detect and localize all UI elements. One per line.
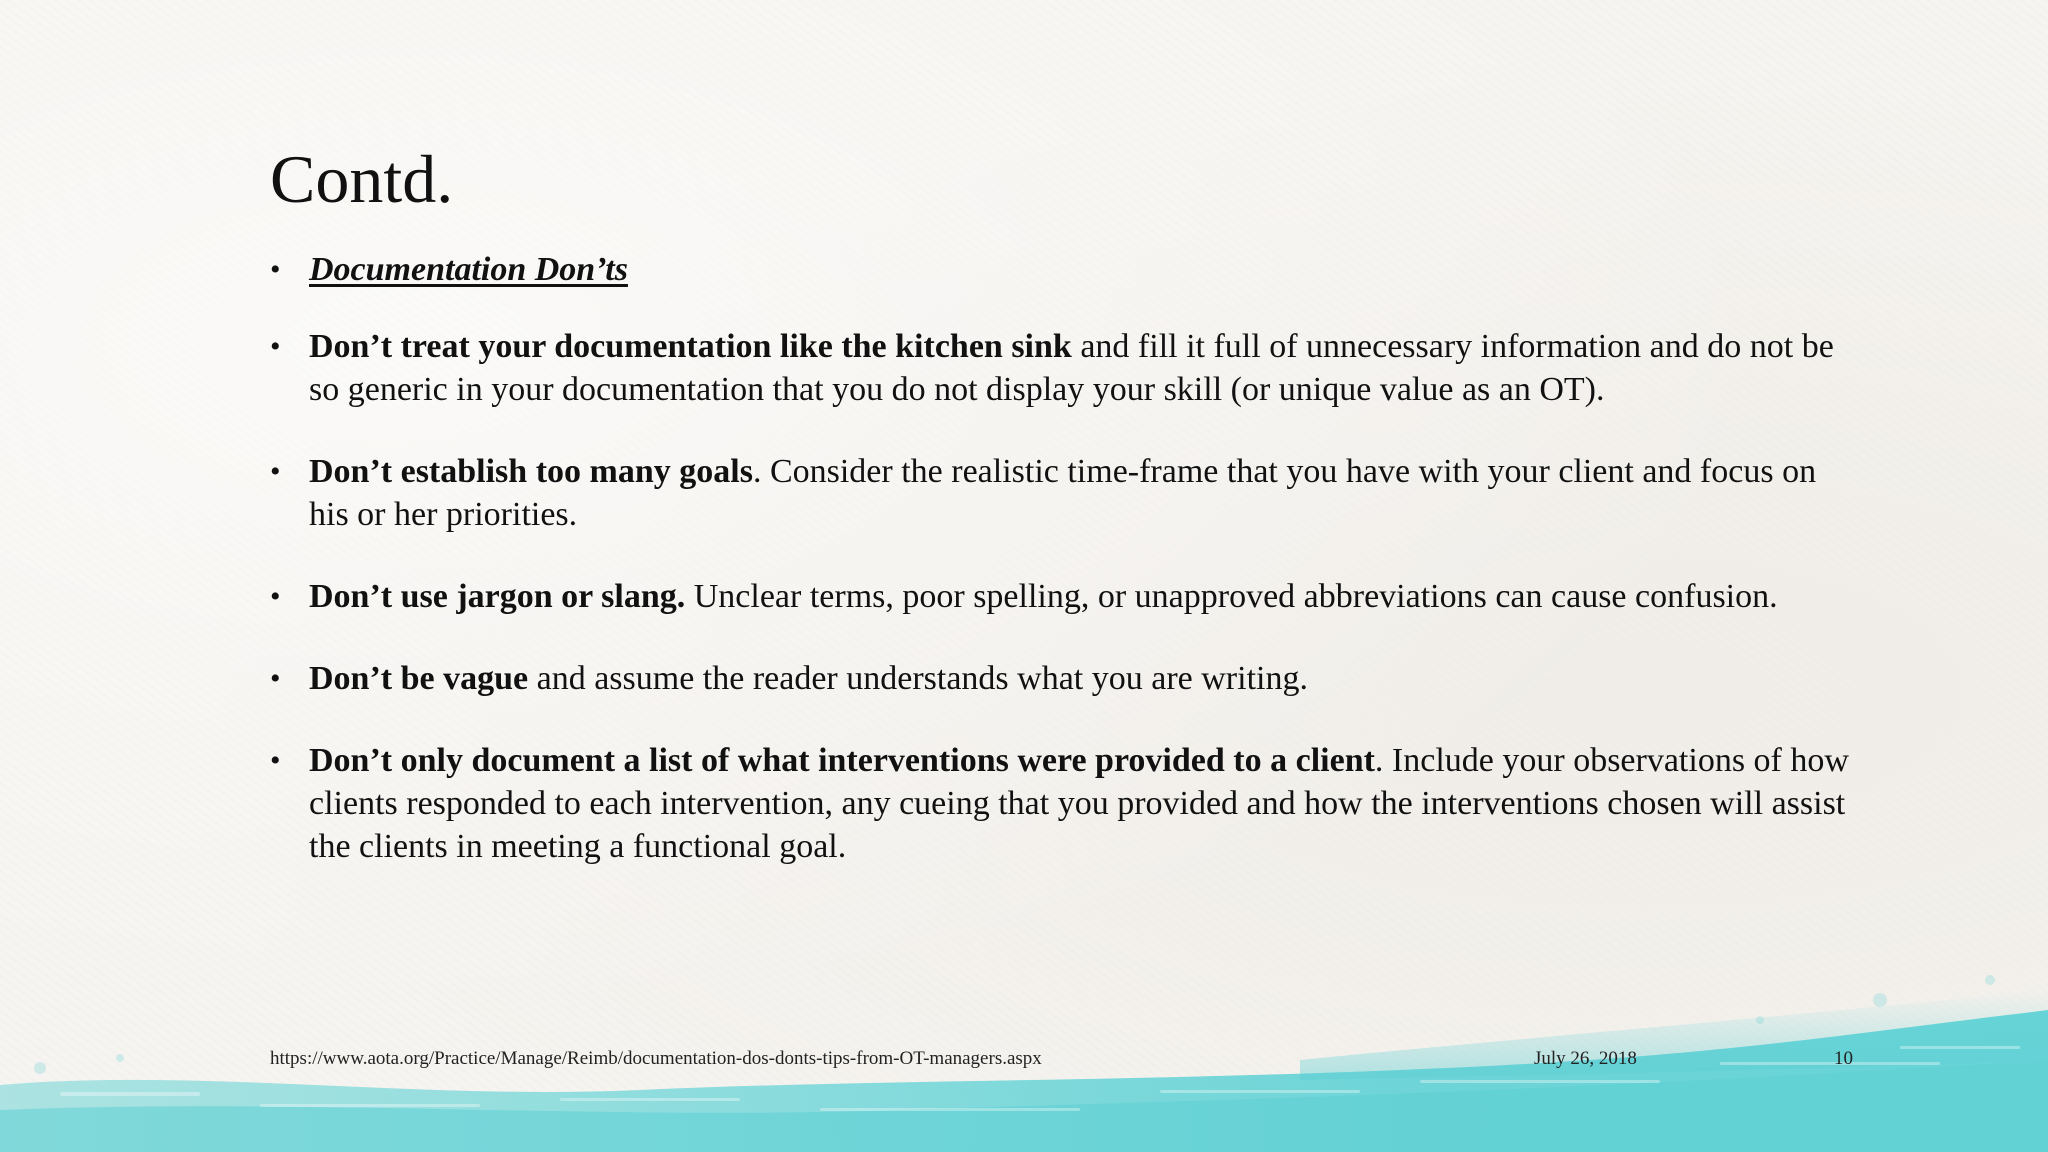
- bullet-item: [270, 575, 1860, 618]
- footer-source-url: https://www.aota.org/Practice/Manage/Reimb/documentation-dos-donts-tips-from-OT-managers.aspx: [270, 1048, 1042, 1069]
- bullet-lead-text: Don’t use jargon or slang.: [309, 578, 686, 615]
- slide-number: 10: [1834, 1048, 1853, 1069]
- bullet-lead-text: Don’t only document a list of what interventions were provided to a client: [309, 742, 1375, 779]
- bullet-body-text: and assume the reader understands what you are writing.: [528, 660, 1308, 697]
- slide-title: Contd.: [270, 141, 454, 217]
- bullet-lead-text: Don’t treat your documentation like the kitchen sink: [309, 328, 1072, 365]
- bullet-lead-text: Don’t be vague: [309, 660, 529, 697]
- bullet-list: [270, 248, 1860, 907]
- bullet-item: [270, 248, 1860, 291]
- bullet-item: [270, 657, 1860, 700]
- bullet-body-text: and fill it full of unnecessary information and do not be so generic in your documentation that you do not display your skill (or unique value as an OT).: [309, 328, 1834, 408]
- bullet-item: [270, 450, 1860, 536]
- bullet-body-text: . Consider the realistic time-frame that you have with your client and focus on his or her priorities.: [309, 453, 1817, 533]
- bullet-body-text: Unclear terms, poor spelling, or unapproved abbreviations can cause confusion.: [685, 578, 1778, 615]
- bullet-item: [270, 739, 1860, 868]
- bullet-lead-text: Don’t establish too many goals: [309, 453, 753, 490]
- footer-date: July 26, 2018: [1534, 1048, 1637, 1069]
- bullet-body-text: . Include your observations of how clients responded to each intervention, any cueing that you provided and how the interventions chosen will assist the clients in meeting a functional goal.: [309, 742, 1849, 865]
- bullet-item: [270, 325, 1860, 411]
- bullet-lead-text: Documentation Don’ts: [309, 251, 628, 288]
